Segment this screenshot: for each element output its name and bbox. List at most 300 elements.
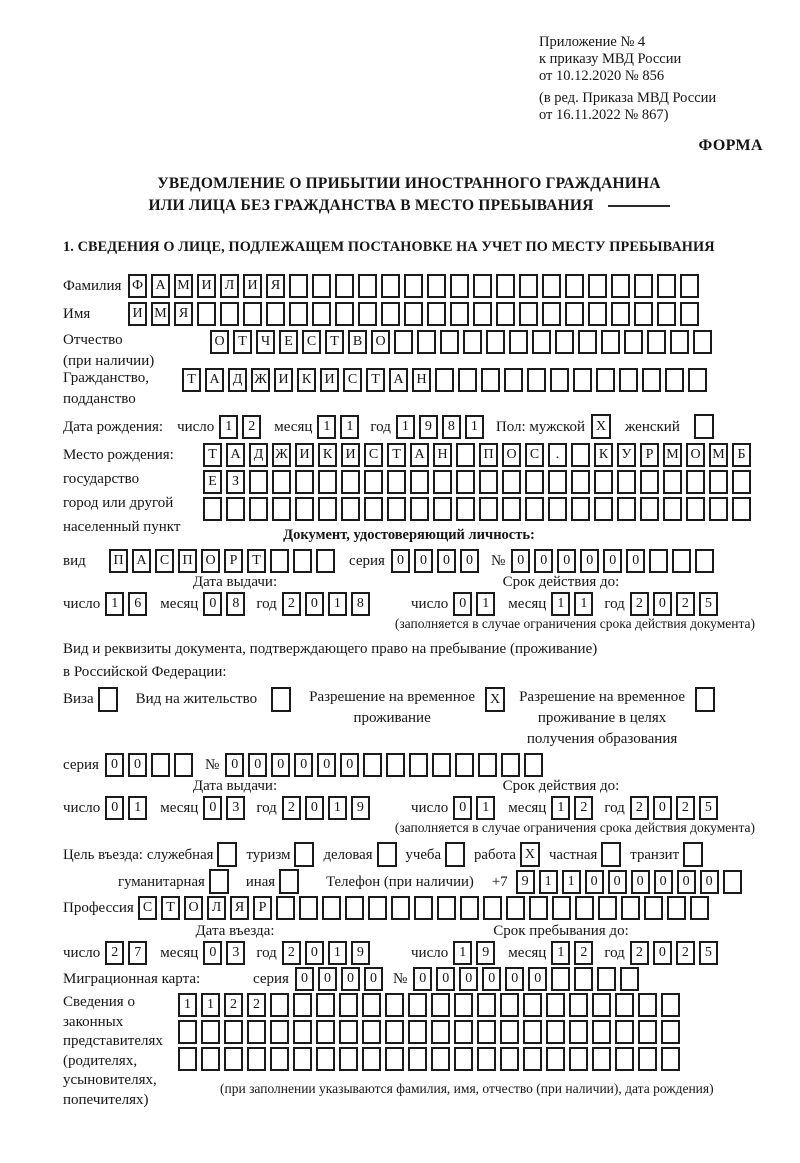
form-cell[interactable]: Е xyxy=(203,470,222,494)
form-cell[interactable] xyxy=(594,497,613,521)
form-cell[interactable] xyxy=(339,1020,358,1044)
form-cell[interactable]: Ж xyxy=(272,443,291,467)
form-cell[interactable]: 2 xyxy=(282,941,301,965)
form-cell[interactable] xyxy=(318,497,337,521)
form-cell[interactable]: С xyxy=(525,443,544,467)
form-cell[interactable]: 1 xyxy=(396,415,415,439)
form-cell[interactable] xyxy=(501,753,520,777)
form-cell[interactable]: 0 xyxy=(453,592,472,616)
form-cell[interactable] xyxy=(732,497,751,521)
form-cell[interactable]: 0 xyxy=(631,870,650,894)
form-cell[interactable] xyxy=(456,470,475,494)
form-cell[interactable] xyxy=(601,330,620,354)
form-cell[interactable] xyxy=(417,330,436,354)
form-cell[interactable] xyxy=(548,497,567,521)
form-cell[interactable] xyxy=(552,896,571,920)
form-cell[interactable]: А xyxy=(132,549,151,573)
form-cell[interactable]: И xyxy=(243,274,262,298)
form-cell[interactable] xyxy=(519,274,538,298)
form-cell[interactable] xyxy=(316,993,335,1017)
form-cell[interactable] xyxy=(532,330,551,354)
form-cell[interactable] xyxy=(387,470,406,494)
form-cell[interactable] xyxy=(458,368,477,392)
form-cell[interactable] xyxy=(638,1047,657,1071)
form-cell[interactable] xyxy=(481,368,500,392)
form-cell[interactable] xyxy=(640,470,659,494)
form-cell[interactable]: Е xyxy=(279,330,298,354)
form-cell[interactable]: С xyxy=(155,549,174,573)
form-cell[interactable]: 0 xyxy=(305,592,324,616)
residence-permit-checkbox[interactable] xyxy=(271,687,291,712)
form-cell[interactable] xyxy=(479,470,498,494)
form-cell[interactable]: Д xyxy=(249,443,268,467)
form-cell[interactable] xyxy=(289,302,308,326)
form-cell[interactable]: 1 xyxy=(328,941,347,965)
form-cell[interactable] xyxy=(362,993,381,1017)
form-cell[interactable]: П xyxy=(479,443,498,467)
form-cell[interactable]: 0 xyxy=(317,753,336,777)
form-cell[interactable] xyxy=(339,993,358,1017)
form-cell[interactable]: И xyxy=(295,443,314,467)
purpose-transit-checkbox[interactable] xyxy=(683,842,703,867)
form-cell[interactable] xyxy=(617,497,636,521)
form-cell[interactable] xyxy=(500,1020,519,1044)
form-cell[interactable]: Я xyxy=(230,896,249,920)
form-cell[interactable] xyxy=(571,470,590,494)
form-cell[interactable] xyxy=(680,274,699,298)
form-cell[interactable] xyxy=(723,870,742,894)
form-cell[interactable] xyxy=(293,1047,312,1071)
form-cell[interactable]: Ч xyxy=(256,330,275,354)
form-cell[interactable] xyxy=(504,368,523,392)
form-cell[interactable] xyxy=(450,274,469,298)
form-cell[interactable] xyxy=(431,1020,450,1044)
form-cell[interactable] xyxy=(657,302,676,326)
form-cell[interactable] xyxy=(573,368,592,392)
form-cell[interactable] xyxy=(597,967,616,991)
form-cell[interactable] xyxy=(575,896,594,920)
form-cell[interactable] xyxy=(312,302,331,326)
form-cell[interactable] xyxy=(486,330,505,354)
form-cell[interactable] xyxy=(670,330,689,354)
form-cell[interactable]: Т xyxy=(233,330,252,354)
form-cell[interactable] xyxy=(709,497,728,521)
form-cell[interactable] xyxy=(293,549,312,573)
form-cell[interactable] xyxy=(680,302,699,326)
form-cell[interactable]: 0 xyxy=(128,753,147,777)
form-cell[interactable] xyxy=(509,330,528,354)
form-cell[interactable]: С xyxy=(138,896,157,920)
form-cell[interactable] xyxy=(500,1047,519,1071)
form-cell[interactable]: О xyxy=(201,549,220,573)
form-cell[interactable] xyxy=(385,1047,404,1071)
form-cell[interactable] xyxy=(201,1020,220,1044)
form-cell[interactable] xyxy=(197,302,216,326)
form-cell[interactable] xyxy=(249,470,268,494)
form-cell[interactable]: 9 xyxy=(351,941,370,965)
form-cell[interactable]: И xyxy=(341,443,360,467)
form-cell[interactable] xyxy=(454,1047,473,1071)
form-cell[interactable] xyxy=(385,993,404,1017)
form-cell[interactable]: 1 xyxy=(178,993,197,1017)
form-cell[interactable] xyxy=(431,1047,450,1071)
form-cell[interactable] xyxy=(523,1047,542,1071)
purpose-official-checkbox[interactable] xyxy=(217,842,237,867)
form-cell[interactable]: К xyxy=(318,443,337,467)
form-cell[interactable]: 2 xyxy=(282,592,301,616)
form-cell[interactable]: П xyxy=(109,549,128,573)
form-cell[interactable]: Б xyxy=(732,443,751,467)
form-cell[interactable] xyxy=(479,497,498,521)
purpose-other-checkbox[interactable] xyxy=(279,869,299,894)
form-cell[interactable]: И xyxy=(320,368,339,392)
form-cell[interactable] xyxy=(615,1020,634,1044)
form-cell[interactable] xyxy=(638,1020,657,1044)
form-cell[interactable]: 0 xyxy=(105,796,124,820)
form-cell[interactable]: 0 xyxy=(557,549,576,573)
form-cell[interactable] xyxy=(381,274,400,298)
form-cell[interactable]: Л xyxy=(207,896,226,920)
form-cell[interactable]: 0 xyxy=(653,592,672,616)
form-cell[interactable] xyxy=(615,993,634,1017)
form-cell[interactable]: 5 xyxy=(699,796,718,820)
form-cell[interactable]: 0 xyxy=(203,941,222,965)
form-cell[interactable] xyxy=(270,1020,289,1044)
form-cell[interactable] xyxy=(500,993,519,1017)
form-cell[interactable]: 8 xyxy=(351,592,370,616)
form-cell[interactable]: 1 xyxy=(328,592,347,616)
form-cell[interactable] xyxy=(404,274,423,298)
form-cell[interactable]: М xyxy=(663,443,682,467)
form-cell[interactable]: 9 xyxy=(351,796,370,820)
form-cell[interactable]: 2 xyxy=(630,941,649,965)
form-cell[interactable]: 0 xyxy=(700,870,719,894)
sex-male-checkbox[interactable]: X xyxy=(591,414,611,439)
form-cell[interactable] xyxy=(322,896,341,920)
form-cell[interactable] xyxy=(387,497,406,521)
form-cell[interactable]: Я xyxy=(174,302,193,326)
form-cell[interactable] xyxy=(483,896,502,920)
form-cell[interactable]: И xyxy=(128,302,147,326)
form-cell[interactable]: 0 xyxy=(654,870,673,894)
form-cell[interactable]: 0 xyxy=(305,796,324,820)
form-cell[interactable] xyxy=(408,1020,427,1044)
form-cell[interactable] xyxy=(266,302,285,326)
form-cell[interactable] xyxy=(408,993,427,1017)
form-cell[interactable] xyxy=(665,368,684,392)
form-cell[interactable]: 0 xyxy=(653,796,672,820)
form-cell[interactable] xyxy=(316,549,335,573)
form-cell[interactable]: 7 xyxy=(128,941,147,965)
form-cell[interactable] xyxy=(247,1047,266,1071)
form-cell[interactable]: 2 xyxy=(676,796,695,820)
form-cell[interactable] xyxy=(385,1020,404,1044)
form-cell[interactable]: 1 xyxy=(317,415,336,439)
form-cell[interactable]: И xyxy=(197,274,216,298)
form-cell[interactable]: Р xyxy=(640,443,659,467)
visa-checkbox[interactable] xyxy=(98,687,118,712)
form-cell[interactable] xyxy=(456,443,475,467)
form-cell[interactable]: 0 xyxy=(294,753,313,777)
form-cell[interactable]: 2 xyxy=(242,415,261,439)
form-cell[interactable]: 1 xyxy=(128,796,147,820)
form-cell[interactable]: 1 xyxy=(551,796,570,820)
form-cell[interactable] xyxy=(341,497,360,521)
form-cell[interactable] xyxy=(548,470,567,494)
form-cell[interactable] xyxy=(661,1020,680,1044)
form-cell[interactable]: 0 xyxy=(414,549,433,573)
form-cell[interactable] xyxy=(174,753,193,777)
form-cell[interactable] xyxy=(358,274,377,298)
form-cell[interactable] xyxy=(592,993,611,1017)
form-cell[interactable] xyxy=(523,993,542,1017)
form-cell[interactable] xyxy=(293,1020,312,1044)
form-cell[interactable] xyxy=(578,330,597,354)
form-cell[interactable] xyxy=(638,993,657,1017)
form-cell[interactable] xyxy=(649,549,668,573)
form-cell[interactable] xyxy=(473,274,492,298)
edu-permit-checkbox[interactable] xyxy=(695,687,715,712)
form-cell[interactable]: П xyxy=(178,549,197,573)
form-cell[interactable] xyxy=(502,497,521,521)
form-cell[interactable]: 9 xyxy=(476,941,495,965)
sex-female-checkbox[interactable] xyxy=(694,414,714,439)
form-cell[interactable] xyxy=(657,274,676,298)
form-cell[interactable] xyxy=(732,470,751,494)
form-cell[interactable]: Р xyxy=(253,896,272,920)
form-cell[interactable] xyxy=(456,497,475,521)
form-cell[interactable] xyxy=(546,1047,565,1071)
form-cell[interactable] xyxy=(440,330,459,354)
form-cell[interactable]: 2 xyxy=(105,941,124,965)
form-cell[interactable]: 0 xyxy=(391,549,410,573)
form-cell[interactable]: Т xyxy=(325,330,344,354)
form-cell[interactable] xyxy=(506,896,525,920)
form-cell[interactable] xyxy=(565,302,584,326)
form-cell[interactable]: С xyxy=(302,330,321,354)
form-cell[interactable]: К xyxy=(297,368,316,392)
form-cell[interactable] xyxy=(362,1020,381,1044)
form-cell[interactable] xyxy=(695,549,714,573)
form-cell[interactable] xyxy=(460,896,479,920)
form-cell[interactable]: 0 xyxy=(203,592,222,616)
form-cell[interactable]: 1 xyxy=(551,941,570,965)
form-cell[interactable]: 0 xyxy=(248,753,267,777)
form-cell[interactable]: 2 xyxy=(574,941,593,965)
form-cell[interactable] xyxy=(391,896,410,920)
form-cell[interactable]: 2 xyxy=(247,993,266,1017)
form-cell[interactable]: О xyxy=(502,443,521,467)
form-cell[interactable] xyxy=(588,274,607,298)
form-cell[interactable] xyxy=(362,1047,381,1071)
form-cell[interactable] xyxy=(642,368,661,392)
temp-permit-checkbox[interactable]: X xyxy=(485,687,505,712)
form-cell[interactable]: Н xyxy=(412,368,431,392)
form-cell[interactable]: 0 xyxy=(580,549,599,573)
form-cell[interactable]: О xyxy=(210,330,229,354)
form-cell[interactable]: 0 xyxy=(436,967,455,991)
form-cell[interactable] xyxy=(201,1047,220,1071)
form-cell[interactable]: О xyxy=(184,896,203,920)
form-cell[interactable] xyxy=(316,1020,335,1044)
form-cell[interactable]: 0 xyxy=(482,967,501,991)
form-cell[interactable]: А xyxy=(410,443,429,467)
form-cell[interactable]: 0 xyxy=(603,549,622,573)
form-cell[interactable] xyxy=(473,302,492,326)
form-cell[interactable]: 0 xyxy=(271,753,290,777)
form-cell[interactable] xyxy=(621,896,640,920)
form-cell[interactable] xyxy=(502,470,521,494)
form-cell[interactable] xyxy=(661,1047,680,1071)
purpose-business-checkbox[interactable] xyxy=(377,842,397,867)
form-cell[interactable]: 0 xyxy=(585,870,604,894)
form-cell[interactable]: И xyxy=(274,368,293,392)
form-cell[interactable]: Т xyxy=(182,368,201,392)
form-cell[interactable]: 0 xyxy=(459,967,478,991)
form-cell[interactable] xyxy=(617,470,636,494)
form-cell[interactable]: М xyxy=(709,443,728,467)
form-cell[interactable]: О xyxy=(686,443,705,467)
form-cell[interactable] xyxy=(226,497,245,521)
form-cell[interactable]: 0 xyxy=(340,753,359,777)
form-cell[interactable]: 5 xyxy=(699,941,718,965)
form-cell[interactable]: 1 xyxy=(105,592,124,616)
form-cell[interactable] xyxy=(243,302,262,326)
form-cell[interactable]: 1 xyxy=(574,592,593,616)
form-cell[interactable]: М xyxy=(174,274,193,298)
purpose-work-checkbox[interactable]: X xyxy=(520,842,540,867)
form-cell[interactable] xyxy=(571,497,590,521)
form-cell[interactable] xyxy=(640,497,659,521)
form-cell[interactable] xyxy=(663,497,682,521)
form-cell[interactable] xyxy=(409,753,428,777)
form-cell[interactable]: А xyxy=(389,368,408,392)
form-cell[interactable] xyxy=(249,497,268,521)
form-cell[interactable] xyxy=(178,1020,197,1044)
form-cell[interactable]: Т xyxy=(161,896,180,920)
form-cell[interactable]: 9 xyxy=(419,415,438,439)
form-cell[interactable] xyxy=(527,368,546,392)
form-cell[interactable]: 1 xyxy=(465,415,484,439)
form-cell[interactable] xyxy=(686,497,705,521)
form-cell[interactable]: 1 xyxy=(476,796,495,820)
form-cell[interactable]: У xyxy=(617,443,636,467)
form-cell[interactable]: 0 xyxy=(225,753,244,777)
form-cell[interactable] xyxy=(312,274,331,298)
form-cell[interactable] xyxy=(293,993,312,1017)
form-cell[interactable]: 1 xyxy=(328,796,347,820)
form-cell[interactable]: К xyxy=(594,443,613,467)
form-cell[interactable] xyxy=(598,896,617,920)
form-cell[interactable]: А xyxy=(226,443,245,467)
form-cell[interactable] xyxy=(450,302,469,326)
form-cell[interactable]: 9 xyxy=(516,870,535,894)
form-cell[interactable] xyxy=(569,1047,588,1071)
form-cell[interactable]: 0 xyxy=(341,967,360,991)
form-cell[interactable] xyxy=(611,302,630,326)
form-cell[interactable]: 0 xyxy=(105,753,124,777)
form-cell[interactable]: 0 xyxy=(653,941,672,965)
form-cell[interactable] xyxy=(364,497,383,521)
form-cell[interactable] xyxy=(368,896,387,920)
form-cell[interactable] xyxy=(247,1020,266,1044)
form-cell[interactable]: 2 xyxy=(282,796,301,820)
form-cell[interactable] xyxy=(569,993,588,1017)
form-cell[interactable] xyxy=(394,330,413,354)
form-cell[interactable] xyxy=(335,274,354,298)
form-cell[interactable] xyxy=(410,470,429,494)
form-cell[interactable] xyxy=(437,896,456,920)
form-cell[interactable] xyxy=(203,497,222,521)
form-cell[interactable]: 0 xyxy=(677,870,696,894)
form-cell[interactable] xyxy=(672,549,691,573)
form-cell[interactable] xyxy=(667,896,686,920)
form-cell[interactable] xyxy=(435,368,454,392)
form-cell[interactable] xyxy=(592,1020,611,1044)
form-cell[interactable]: 1 xyxy=(476,592,495,616)
form-cell[interactable] xyxy=(224,1020,243,1044)
form-cell[interactable] xyxy=(433,497,452,521)
form-cell[interactable] xyxy=(270,1047,289,1071)
form-cell[interactable]: Т xyxy=(387,443,406,467)
form-cell[interactable]: Т xyxy=(366,368,385,392)
form-cell[interactable]: Я xyxy=(266,274,285,298)
form-cell[interactable] xyxy=(432,753,451,777)
form-cell[interactable] xyxy=(524,753,543,777)
form-cell[interactable] xyxy=(316,1047,335,1071)
form-cell[interactable]: 0 xyxy=(505,967,524,991)
form-cell[interactable] xyxy=(433,470,452,494)
form-cell[interactable]: Н xyxy=(433,443,452,467)
form-cell[interactable] xyxy=(477,1020,496,1044)
form-cell[interactable] xyxy=(272,497,291,521)
form-cell[interactable] xyxy=(615,1047,634,1071)
form-cell[interactable]: А xyxy=(205,368,224,392)
form-cell[interactable]: 0 xyxy=(626,549,645,573)
form-cell[interactable]: Т xyxy=(203,443,222,467)
form-cell[interactable] xyxy=(295,470,314,494)
form-cell[interactable]: Ж xyxy=(251,368,270,392)
form-cell[interactable] xyxy=(414,896,433,920)
form-cell[interactable] xyxy=(542,274,561,298)
purpose-tourism-checkbox[interactable] xyxy=(294,842,314,867)
form-cell[interactable] xyxy=(408,1047,427,1071)
form-cell[interactable] xyxy=(546,993,565,1017)
form-cell[interactable] xyxy=(644,896,663,920)
form-cell[interactable]: 6 xyxy=(128,592,147,616)
form-cell[interactable] xyxy=(224,1047,243,1071)
form-cell[interactable] xyxy=(661,993,680,1017)
form-cell[interactable]: 0 xyxy=(534,549,553,573)
form-cell[interactable]: 1 xyxy=(219,415,238,439)
form-cell[interactable]: А xyxy=(151,274,170,298)
form-cell[interactable] xyxy=(574,967,593,991)
form-cell[interactable] xyxy=(551,967,570,991)
form-cell[interactable]: 5 xyxy=(699,592,718,616)
form-cell[interactable]: 1 xyxy=(539,870,558,894)
form-cell[interactable]: 2 xyxy=(224,993,243,1017)
form-cell[interactable] xyxy=(364,470,383,494)
form-cell[interactable] xyxy=(335,302,354,326)
form-cell[interactable]: 0 xyxy=(203,796,222,820)
form-cell[interactable]: О xyxy=(371,330,390,354)
form-cell[interactable]: 2 xyxy=(630,796,649,820)
form-cell[interactable]: З xyxy=(226,470,245,494)
form-cell[interactable] xyxy=(647,330,666,354)
form-cell[interactable] xyxy=(358,302,377,326)
form-cell[interactable] xyxy=(463,330,482,354)
form-cell[interactable] xyxy=(550,368,569,392)
